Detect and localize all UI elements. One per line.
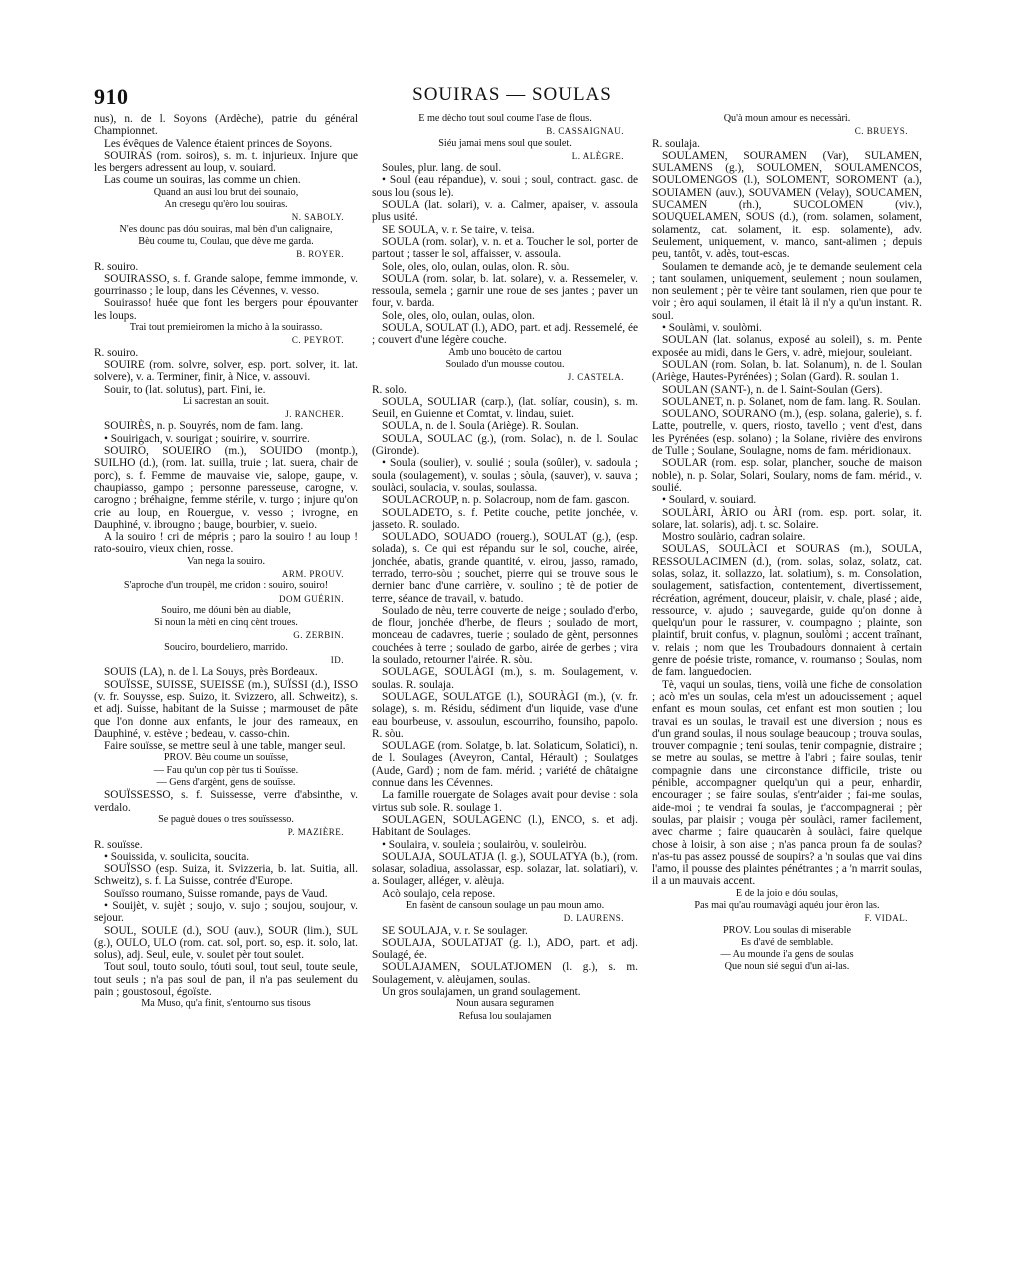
verse-line: Soulado d'un mousse coutou. (445, 358, 565, 370)
column-left (94, 113, 358, 1011)
dictionary-entry: A la souiro ! cri de mépris ; paro la souiro ! au loup ! rato-souiro, vieux chien, rosse. (94, 531, 358, 556)
dictionary-entry: SOULAGE, SOULATGE (l.), SOURÀGI (m.), (v. fr. solage), s. m. Résidu, sédiment d'un liquide, vase d'une eau bourbeuse, v. assoulun, escourriho, founsiho, papolo. R. sòu. (372, 690, 638, 740)
verse-line: E de la joio e dóu soulas, (735, 887, 839, 899)
dictionary-entry: SOULAN (lat. solanus, exposé au soleil), s. m. Pente exposée au midi, dans le Gers, v. adrè, miejour, souleiant. (652, 334, 922, 359)
quote-attribution: B. CASSAIGNAU. (546, 126, 624, 137)
verse-line: Bèu coume tu, Coulau, que dève me garda. (138, 235, 314, 247)
dictionary-entry: Faire souïsse, se mettre seul à une table, manger seul. (104, 740, 346, 753)
dictionary-entry: SOUÏSSESSO, s. f. Suissesse, verre d'absinthe, v. verdalo. (94, 789, 358, 814)
dictionary-entry: SOULÀRI, ÀRIO ou ÀRI (rom. esp. port. solar, it. solare, lat. solaris), adj. t. sc. Solaire. (652, 506, 922, 531)
column-right (652, 113, 922, 974)
quote-attribution: J. CASTELA. (567, 372, 624, 383)
quote-attribution: J. RANCHER. (285, 409, 344, 420)
verse-line: Qu'à moun amour es necessàri. (723, 113, 851, 124)
dictionary-entry: SOULAJAMEN, SOULATJOMEN (l. g.), s. m. Soulagement, v. alèujamen, soulas. (372, 961, 638, 986)
quote-attribution: ID. (330, 655, 344, 666)
dictionary-entry: • Soul (eau répandue), v. soui ; soul, contract. gasc. de sous lou (sous le). (372, 174, 638, 199)
verse-line: Trai tout premieiromen la micho à la souirasso. (129, 322, 323, 334)
quote-attribution: N. SABOLY. (291, 212, 344, 223)
dictionary-entry: Soulamen te demande acò, je te demande seulement cela ; tant soulamen, uniquement, seulement ; noun soulamen, non seulement ; pèr te vèire tant soulamen, rien que pour te voir ; èro aqui soulamen, il était là il n'y a qu'un instant. R. soul. (652, 260, 922, 322)
dictionary-entry: SOULAJA, SOULATJA (l. g.), SOULATYA (b.), (rom. solasar, soladiua, assolassar, esp. solazar, lat. solatiari), v. a. Soulager, alléger, v. alèuja. (372, 850, 638, 888)
dictionary-entry: Soulado de nèu, terre couverte de neige ; soulado d'erbo, de flour, jonchée d'herbe, de fleurs ; soulado de mort, monceau de cadavres, tuerie ; soulado de gènt, personnes couchées à terre ; soulado de garbo, airée de gerbes ; vira la soulado, retourner l'airée. R. sòu. (372, 604, 638, 667)
dictionary-entry: SOULAMEN, SOURAMEN (Var), SULAMEN, SULAMENS (g.), SOULOMEN, SOULAMENCOS, SOULOMENGOS (l.), SOLOMENT, SOROMENT (a.), SOUIAMEN (auv.), SOUVAMEN (Velay), SOUCAMEN, SUCAMEN (rh.), SUCOLOMEN (viv.), SOUQUELAMEN, SOUS (d.), (rom. solamen, solament, solamentz, cat. solament, it. esp. solamente), adv. Seulement, uniquement, v. manco, sant-alimen ; depuis peu, tantôt, v. adès, tout-escas. (652, 149, 922, 261)
verse-line: Ma Muso, qu'a finit, s'entourno sus tisous (141, 998, 311, 1010)
verse-line: Siéu jamai mens soul que soulet. (438, 137, 572, 149)
dictionary-entry: SOULAJA, SOULATJAT (g. l.), ADO, part. et adj. Soulagé, ée. (372, 936, 638, 962)
verse-line: Quand an ausi lou brut dei sounaio, (153, 186, 299, 198)
dictionary-entry: Souirasso! huée que font les bergers pour épouvanter les loups. (94, 297, 358, 322)
dictionary-entry: Les évêques de Valence étaient princes de Soyons. (104, 137, 333, 150)
quote-attribution: C. BRUEYS. (854, 126, 908, 137)
dictionary-entry: R. souiro. (94, 346, 139, 359)
dictionary-entry: SOUÏSSE, SUISSE, SUEISSE (m.), SUÏSSI (d.), ISSO (v. fr. Souysse, esp. Suizo, it. Svizzero, all. Schweitz), s. et adj. Suisse, habitant de la Suisse ; marmouset de pâte que l'on donne aux enfants, le jour des rameaux, en Dauphiné, v. estève ; bedeau, v. casso-chin. (94, 678, 358, 740)
dictionary-entry: Sole, oles, olo, oulan, oulas, olon. R. sòu. (382, 260, 570, 273)
dictionary-entry: Sole, oles, olo, oulan, oulas, olon. (382, 309, 535, 322)
column-middle (372, 113, 638, 1023)
dictionary-entry: SOUIRÈS, n. p. Souyrés, nom de fam. lang. (104, 420, 304, 433)
dictionary-entry: SOUIRASSO, s. f. Grande salope, femme immonde, v. gourrinasso ; le loup, dans les Cévennes, v. vesso. (94, 272, 358, 298)
verse-line: Pas mai qu'au roumavàgi aquéu jour èron las. (694, 900, 880, 911)
dictionary-entry: SOUIS (LA), n. de l. La Souys, près Bordeaux. (104, 666, 318, 679)
dictionary-entry: SOULADETO, s. f. Petite couche, petite jonchée, v. jasseto. R. soulado. (372, 506, 638, 531)
dictionary-entry: SOULANO, SOURANO (m.), (esp. solana, galerie), s. f. Latte, poutrelle, v. quers, riosto, tavello ; vent d'est, dans les Pyrénées (esp. solano) ; la Solane, rivière des environs de Tulle ; Soulane, Soulagne, noms de fam. méridionaux. (652, 408, 922, 458)
dictionary-entry: SOULAN (rom. Solan, b. lat. Solanum), n. de l. Soulan (Ariège, Hautes-Pyrénées) ; Solan (Gard). R. soulan 1. (652, 358, 922, 384)
dictionary-entry: SOULAN (SANT-), n. de l. Saint-Soulan (Gers). (662, 383, 883, 396)
verse-line: Si noun la mèti en cinq cènt troues. (154, 617, 298, 629)
dictionary-entry: SOULAGEN, SOULAGENC (l.), ENCO, s. et adj. Habitant de Soulages. (372, 813, 638, 839)
quote-attribution: G. ZERBIN. (293, 630, 344, 641)
quote-attribution: D. LAURENS. (563, 913, 624, 924)
dictionary-entry: SE SOULA, v. r. Se taire, v. teisa. (382, 223, 535, 236)
page-header (0, 84, 1024, 110)
dictionary-entry: SOULA (rom. solar, b. lat. solare), v. a. Ressemeler, v. ressoula, semela ; garnir une roue de ses jantes ; paver un four, v. barda. (372, 272, 638, 310)
dictionary-entry: R. solo. (372, 383, 407, 396)
dictionary-entry: SOULA, SOULAT (l.), ADO, part. et adj. Ressemelé, ée ; couvert d'une légère couche. (372, 322, 638, 347)
running-head: SOUIRAS — SOULAS (412, 84, 612, 105)
quote-attribution: B. ROYER. (296, 249, 344, 260)
quote-attribution: C. PEYROT. (291, 335, 344, 346)
dictionary-entry: Souïsso roumano, Suisse romande, pays de Vaud. (104, 887, 328, 900)
verse-line: Van nega la souiro. (186, 555, 266, 567)
dictionary-entry: • Souijèt, v. sujèt ; soujo, v. sujo ; soujou, soujour, v. sejour. (94, 900, 358, 925)
dictionary-entry: SOUIRAS (rom. soiros), s. m. t. injurieux. Injure que les bergers adressent au loup, v. souiard. (94, 149, 358, 175)
verse-line: Souciro, bourdeliero, marrido. (164, 641, 288, 653)
dictionary-entry: SOULA (rom. solar), v. n. et a. Toucher le sol, porter de partout ; tasser le sol, affaisser, v. assoula. (372, 235, 638, 261)
verse-line: Es d'avé de semblable. (740, 936, 834, 948)
quote-attribution: F. VIDAL. (864, 913, 908, 924)
dictionary-entry: Tè, vaqui un soulas, tiens, voilà une fiche de consolation ; acò m'es un soulas, cela m'est un adoucissement ; aquel enfant es moun soulas, cet enfant est mon soutien ; lou travai es un soulas, le travail est une diversion ; nous es d'un grand soulas, il nous soulage beaucoup ; trouva soulas, trouver compagnie ; teni soulas, tenir compagnie, distraire ; se metre au soulas, se mettre à l'abri ; faire soulas, tenir compagnie dans une circonstance difficile, triste ou pénible, accompagner quelqu'un qui a peur, enhardir, encourager ; se faire soulas, s'entr'aider ; fai-me soulas, aide-moi ; te vendrai fa soulas, je t'accompagnerai ; pèr soulas, par plaisir ; vouga pèr soulàci, ramer facilement, avec charme ; faire quaucarèn à soulàci, faire quelque chose à loisir, à son aise ; n'as panca proun fa de soulas? n'as-tu pas assez poussé de soupirs? a 'n soulas que vai dins l'amo, il pousse des plaintes pénétrantes ; a 'n marrit soulas, il a un mauvais accent. (652, 678, 922, 888)
verse-line: Que noun sié segui d'un ai-las. (724, 961, 850, 973)
dictionary-entry: La famille rouergate de Solages avait pour devise : sola virtus sub sole. R. soulage 1. (372, 789, 638, 814)
verse-line: — Au mounde i'a gens de soulas (720, 949, 854, 961)
dictionary-entry: SOULACROUP, n. p. Solacroup, nom de fam. gascon. (382, 494, 630, 507)
dictionary-entry: Tout soul, touto soulo, tóuti soul, tout seul, toute seule, tout seuls ; n'a pas soul de pan, il n'a pas seulement du pain ; goustosoul, égoïste. (94, 961, 358, 999)
dictionary-entry: SOULA, SOULIAR (carp.), (lat. solíar, cousin), s. m. Seuil, en Guienne et Comtat, v. lindau, suiet. (372, 395, 638, 421)
dictionary-entry: SOUIRE (rom. solvre, solver, esp. port. solver, it. lat. solvere), v. a. Terminer, finir, à Nice, v. assouvi. (94, 358, 358, 384)
verse-line: E me dècho tout soul coume l'ase de flous. (418, 113, 592, 124)
dictionary-entry: SOULADO, SOUADO (rouerg.), SOULAT (g.), (esp. solada), s. Ce qui est répandu sur le sol, couche, airée, jonchée, abatis, grande quantité, v. eirou, jasso, ramado, terrado, terro-sòu ; souchet, pierre qui se trouve sous le dernier banc d'une carrière, v. soulino ; tè de potier de terre, séance de travail, v. batudo. (372, 531, 638, 605)
dictionary-entry: R. souïsse. (94, 838, 143, 851)
dictionary-entry: • Soulàmi, v. soulòmi. (662, 322, 762, 335)
verse-line: Refusa lou soulajamen (458, 1010, 552, 1022)
quote-attribution: P. MAZIÈRE. (287, 827, 344, 838)
quote-attribution: ARM. PROUV. (281, 568, 344, 579)
dictionary-entry: Soules, plur. lang. de soul. (382, 162, 502, 175)
verse-line: N'es dounc pas dóu souiras, mal bèn d'un calignaire, (119, 223, 333, 235)
dictionary-entry: SOULA (lat. solari), v. a. Calmer, apaiser, v. assoula plus usité. (372, 199, 638, 224)
dictionary-entry: SOUL, SOULE (d.), SOU (auv.), SOUR (lim.), SUL (g.), OULO, ULO (rom. cat. sol, port. so, esp. it. solo, lat. solus), adj. Seul, eule, v. soulet pèr tout soulet. (94, 924, 358, 962)
dictionary-entry: SOULA, n. de l. Soula (Ariège). R. Soulan. (382, 420, 579, 433)
dictionary-entry: • Soulard, v. souiard. (662, 494, 757, 507)
dictionary-entry: Acò soulajo, cela repose. (382, 887, 496, 900)
dictionary-entry: • Soulaira, v. souleia ; soulairòu, v. souleiròu. (382, 838, 587, 851)
dictionary-entry: R. souiro. (94, 260, 139, 273)
verse-line: PROV. Lou soulas di miserable (723, 924, 851, 936)
dictionary-entry: Souir, to (lat. solutus), part. Fini, ie. (104, 383, 266, 396)
dictionary-entry: SOULAGE (rom. Solatge, b. lat. Solaticum, Solatici), n. de l. Soulages (Aveyron, Cantal, Hérault) ; Soulatges (Aude, Gard) ; nom de fam. mérid. ; variété de châtaigne connue dans les Cévennes. (372, 740, 638, 790)
verse-line: En fasènt de cansoun soulage un pau moun amo. (405, 900, 605, 911)
dictionary-entry: Las coume un souiras, las comme un chien. (104, 174, 301, 187)
quote-attribution: L. ALÈGRE. (571, 150, 624, 161)
page-number: 910 (94, 84, 129, 109)
dictionary-entry: • Souissida, v. soulicita, soucita. (104, 850, 250, 863)
dictionary-entry: • Soula (soulier), v. soulié ; soula (soûler), v. sadoula ; soula (soulagement), v. soulas ; sòula, (sauver), v. sauva ; soulàci, soulacia, v. soulas, soulassa. (372, 457, 638, 494)
dictionary-entry: SOULANET, n. p. Solanet, nom de fam. lang. R. Soulan. (662, 395, 921, 408)
dictionary-entry: • Souirigach, v. sourigat ; souirire, v. sourrire. (104, 432, 310, 445)
dictionary-entry: SOULAGE, SOULÀGI (m.), s. m. Soulagement, v. soulas. R. soulaja. (372, 666, 638, 691)
verse-line: Amb uno boucèto de cartou (448, 346, 562, 358)
verse-line: — Gens d'argènt, gens de souïsse. (156, 777, 296, 789)
dictionary-entry: SE SOULAJA, v. r. Se soulager. (382, 924, 528, 937)
verse-line: S'aproche d'un troupèl, me cridon : souiro, souiro! (123, 580, 329, 592)
quote-attribution: DOM GUÉRIN. (279, 593, 344, 604)
verse-line: PROV. Bèu coume un souïsse, (163, 752, 289, 764)
dictionary-entry: R. soulaja. (652, 137, 701, 150)
dictionary-entry: SOULAS, SOULÀCI et SOURAS (m.), SOULA, RESSOULACIMEN (d.), (rom. solas, solaz, solatz, cat. solas, solaz, it. sollazzo, lat. solatium), s. m. Consolation, soulagement, satisfaction, contentement, divertissement, récréation, agrément, douceur, plaisir, v. chale, plasé ; aide, ressource, v. ajudo ; sauvegarde, guide qu'on donne à quelqu'un pour le rassurer, v. coumpagno ; plainte, son plaintif, bruit confus, v. plagnun, soulòmi ; accent traînant, v. relais ; nom que les Troubadours donnaient à certain genre de poésie triste, romance, v. roumanso ; Soulas, nom de fam. languedocien. (652, 543, 922, 679)
dictionary-entry: nus), n. de l. Soyons (Ardèche), patrie du général Championnet. (94, 113, 358, 138)
dictionary-entry: SOULAR (rom. esp. solar, plancher, souche de maison noble), n. p. Solar, Solari, Soulary, noms de fam. mérid., v. soulié. (652, 457, 922, 494)
dictionary-entry: Mostro soulàrio, cadran solaire. (662, 531, 806, 544)
verse-line: Se paguè doues o tres souïssesso. (158, 813, 294, 825)
verse-line: Li sacrestan an souit. (182, 395, 269, 407)
dictionary-entry: SOUÏSSO (esp. Suiza, it. Svizzeria, b. lat. Suitia, all. Schweitz), s. f. La Suisse, contrée d'Europe. (94, 863, 358, 888)
verse-line: — Fau qu'un cop pèr tus ti Souïsse. (153, 764, 299, 776)
dictionary-entry: SOUIRO, SOUEIRO (m.), SOUIDO (montp.), SUILHO (d.), (rom. lat. suilla, truie ; lat. suera, chair de porc), s. f. Femme de mauvaise vie, salope, gaupe, v. chaupiasso, gampo ; personne paresseuse, carogne, v. carogno ; bréhaigne, femme stérile, v. turgo ; injure qu'on crie au loup, en Rouergue, v. vesso ; ivrogne, en Dauphiné, v. ibrougno ; bauge, bourbier, v. sueio. (94, 445, 358, 531)
dictionary-entry: SOULA, SOULAC (g.), (rom. Solac), n. de l. Soulac (Gironde). (372, 432, 638, 458)
verse-line: Souiro, me dóuni bèn au diable, (161, 604, 291, 616)
verse-line: An cresegu qu'èro lou souiras. (164, 199, 288, 211)
dictionary-entry: Un gros soulajamen, un grand soulagement. (382, 986, 581, 999)
verse-line: Noun ausara seguramen (456, 998, 554, 1010)
